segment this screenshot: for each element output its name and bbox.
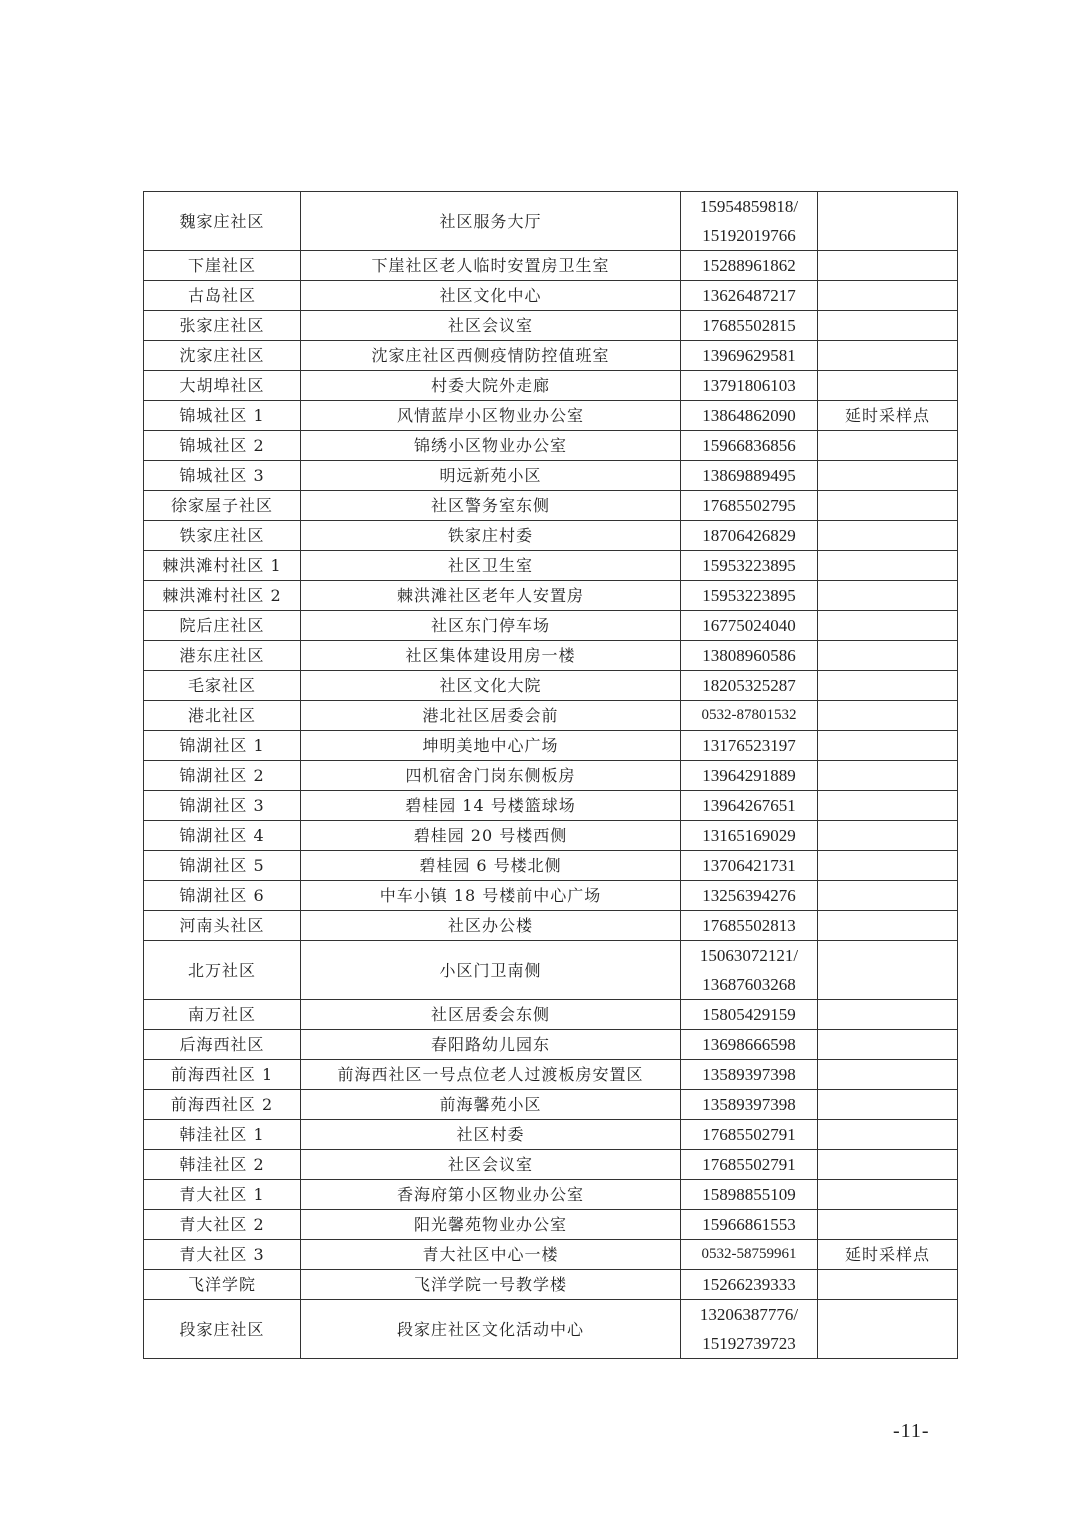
table-row xyxy=(144,1210,958,1240)
location-cell: 社区东门停车场 xyxy=(301,611,681,641)
phone-cell xyxy=(681,1240,818,1270)
phone-number: 15192739723 xyxy=(702,1334,796,1353)
community-cell: 飞洋学院 xyxy=(144,1270,301,1300)
community-cell: 沈家庄社区 xyxy=(144,341,301,371)
phone-cell xyxy=(681,881,818,911)
table-row xyxy=(144,1270,958,1300)
phone-number: 13589397398 xyxy=(702,1095,796,1114)
note-cell xyxy=(818,671,958,701)
phone-number: 13864862090 xyxy=(702,406,796,425)
note-cell: 延时采样点 xyxy=(818,401,958,431)
community-cell: 韩洼社区 1 xyxy=(144,1120,301,1150)
phone-cell xyxy=(681,1090,818,1120)
note-cell xyxy=(818,1120,958,1150)
community-cell: 魏家庄社区 xyxy=(144,192,301,251)
note-cell xyxy=(818,1030,958,1060)
location-cell: 锦绣小区物业办公室 xyxy=(301,431,681,461)
location-cell: 社区集体建设用房一楼 xyxy=(301,641,681,671)
note-cell xyxy=(818,881,958,911)
phone-cell xyxy=(681,551,818,581)
community-cell: 北万社区 xyxy=(144,941,301,1000)
location-cell: 四机宿舍门岗东侧板房 xyxy=(301,761,681,791)
sampling-sites-table xyxy=(143,191,958,1359)
note-cell xyxy=(818,701,958,731)
note-cell xyxy=(818,461,958,491)
table-row xyxy=(144,911,958,941)
phone-cell xyxy=(681,1120,818,1150)
location-cell: 段家庄社区文化活动中心 xyxy=(301,1300,681,1359)
community-cell: 铁家庄社区 xyxy=(144,521,301,551)
phone-cell xyxy=(681,581,818,611)
community-cell: 大胡埠社区 xyxy=(144,371,301,401)
table-row xyxy=(144,371,958,401)
table-row xyxy=(144,701,958,731)
table-row xyxy=(144,401,958,431)
phone-number: 13256394276 xyxy=(702,886,796,905)
phone-cell xyxy=(681,1210,818,1240)
community-cell: 锦湖社区 4 xyxy=(144,821,301,851)
phone-cell xyxy=(681,311,818,341)
community-cell: 徐家屋子社区 xyxy=(144,491,301,521)
table-row xyxy=(144,251,958,281)
table-row xyxy=(144,611,958,641)
community-cell: 锦湖社区 5 xyxy=(144,851,301,881)
note-cell xyxy=(818,1180,958,1210)
table-row xyxy=(144,281,958,311)
note-cell xyxy=(818,251,958,281)
note-cell xyxy=(818,821,958,851)
table-row xyxy=(144,1000,958,1030)
phone-number: 15953223895 xyxy=(702,556,796,575)
phone-number: 18706426829 xyxy=(702,526,796,545)
phone-number: 15966861553 xyxy=(702,1215,796,1234)
community-cell: 锦城社区 3 xyxy=(144,461,301,491)
note-cell xyxy=(818,1210,958,1240)
phone-number: 13969629581 xyxy=(702,346,796,365)
phone-number: 13791806103 xyxy=(702,376,796,395)
phone-number: 13964291889 xyxy=(702,766,796,785)
community-cell: 锦湖社区 1 xyxy=(144,731,301,761)
phone-number: 15954859818/ xyxy=(699,197,799,216)
note-cell xyxy=(818,911,958,941)
community-cell: 港东庄社区 xyxy=(144,641,301,671)
phone-cell xyxy=(681,671,818,701)
phone-number: 15192019766 xyxy=(702,226,796,245)
phone-number: 13964267651 xyxy=(702,796,796,815)
table-row xyxy=(144,431,958,461)
phone-number: 16775024040 xyxy=(702,616,796,635)
phone-cell xyxy=(681,1180,818,1210)
table-row xyxy=(144,1090,958,1120)
phone-cell xyxy=(681,641,818,671)
note-cell xyxy=(818,581,958,611)
phone-cell xyxy=(681,731,818,761)
location-cell: 港北社区居委会前 xyxy=(301,701,681,731)
note-cell xyxy=(818,371,958,401)
table-row xyxy=(144,521,958,551)
phone-cell xyxy=(681,701,818,731)
phone-number: 0532-58759961 xyxy=(701,1246,797,1262)
table-row xyxy=(144,1060,958,1090)
phone-number: 17685502791 xyxy=(702,1125,796,1144)
location-cell: 碧桂园 6 号楼北侧 xyxy=(301,851,681,881)
note-cell xyxy=(818,641,958,671)
community-cell: 南万社区 xyxy=(144,1000,301,1030)
table-row xyxy=(144,881,958,911)
location-cell: 香海府第小区物业办公室 xyxy=(301,1180,681,1210)
phone-cell xyxy=(681,1000,818,1030)
phone-cell xyxy=(681,791,818,821)
location-cell: 社区服务大厅 xyxy=(301,192,681,251)
location-cell: 明远新苑小区 xyxy=(301,461,681,491)
note-cell: 延时采样点 xyxy=(818,1240,958,1270)
phone-cell xyxy=(681,281,818,311)
location-cell: 社区警务室东侧 xyxy=(301,491,681,521)
location-cell: 风情蓝岸小区物业办公室 xyxy=(301,401,681,431)
phone-number: 13626487217 xyxy=(702,286,796,305)
community-cell: 张家庄社区 xyxy=(144,311,301,341)
phone-number: 17685502813 xyxy=(702,916,796,935)
community-cell: 锦湖社区 6 xyxy=(144,881,301,911)
location-cell: 社区文化大院 xyxy=(301,671,681,701)
location-cell: 社区村委 xyxy=(301,1120,681,1150)
phone-cell xyxy=(681,1300,818,1359)
location-cell: 社区居委会东侧 xyxy=(301,1000,681,1030)
location-cell: 社区会议室 xyxy=(301,1150,681,1180)
table-row xyxy=(144,1030,958,1060)
phone-cell xyxy=(681,431,818,461)
community-cell: 锦城社区 2 xyxy=(144,431,301,461)
phone-cell xyxy=(681,1030,818,1060)
location-cell: 前海馨苑小区 xyxy=(301,1090,681,1120)
community-cell: 前海西社区 2 xyxy=(144,1090,301,1120)
phone-number: 17685502795 xyxy=(702,496,796,515)
phone-cell xyxy=(681,521,818,551)
location-cell: 铁家庄村委 xyxy=(301,521,681,551)
table-row xyxy=(144,851,958,881)
community-cell: 韩洼社区 2 xyxy=(144,1150,301,1180)
phone-cell xyxy=(681,461,818,491)
location-cell: 村委大院外走廊 xyxy=(301,371,681,401)
community-cell: 后海西社区 xyxy=(144,1030,301,1060)
community-cell: 锦湖社区 3 xyxy=(144,791,301,821)
location-cell: 棘洪滩社区老年人安置房 xyxy=(301,581,681,611)
phone-cell xyxy=(681,761,818,791)
phone-number: 18205325287 xyxy=(702,676,796,695)
location-cell: 社区卫生室 xyxy=(301,551,681,581)
table-body xyxy=(144,192,958,1359)
table-row xyxy=(144,551,958,581)
table-row xyxy=(144,1240,958,1270)
table-row xyxy=(144,1300,958,1359)
phone-number: 13165169029 xyxy=(702,826,796,845)
table-row xyxy=(144,641,958,671)
note-cell xyxy=(818,1060,958,1090)
note-cell xyxy=(818,761,958,791)
location-cell: 坤明美地中心广场 xyxy=(301,731,681,761)
note-cell xyxy=(818,551,958,581)
phone-number: 13808960586 xyxy=(702,646,796,665)
note-cell xyxy=(818,791,958,821)
location-cell: 下崖社区老人临时安置房卫生室 xyxy=(301,251,681,281)
note-cell xyxy=(818,851,958,881)
table-row xyxy=(144,1150,958,1180)
phone-cell xyxy=(681,1270,818,1300)
note-cell xyxy=(818,731,958,761)
phone-number: 15898855109 xyxy=(702,1185,796,1204)
phone-number: 13206387776/ xyxy=(699,1305,799,1324)
phone-number: 17685502815 xyxy=(702,316,796,335)
table-row xyxy=(144,671,958,701)
location-cell: 碧桂园 20 号楼西侧 xyxy=(301,821,681,851)
table-row xyxy=(144,791,958,821)
phone-cell xyxy=(681,611,818,641)
phone-number: 13869889495 xyxy=(702,466,796,485)
location-cell: 社区会议室 xyxy=(301,311,681,341)
phone-number: 15288961862 xyxy=(702,256,796,275)
note-cell xyxy=(818,941,958,1000)
note-cell xyxy=(818,1270,958,1300)
location-cell: 社区文化中心 xyxy=(301,281,681,311)
table-row xyxy=(144,341,958,371)
phone-cell xyxy=(681,371,818,401)
community-cell: 下崖社区 xyxy=(144,251,301,281)
note-cell xyxy=(818,281,958,311)
community-cell: 段家庄社区 xyxy=(144,1300,301,1359)
phone-cell xyxy=(681,1150,818,1180)
phone-number: 15805429159 xyxy=(702,1005,796,1024)
table-row xyxy=(144,821,958,851)
note-cell xyxy=(818,1000,958,1030)
table-row xyxy=(144,1180,958,1210)
note-cell xyxy=(818,611,958,641)
location-cell: 飞洋学院一号教学楼 xyxy=(301,1270,681,1300)
table-row xyxy=(144,731,958,761)
table-row xyxy=(144,941,958,1000)
note-cell xyxy=(818,1090,958,1120)
phone-cell xyxy=(681,491,818,521)
phone-number: 0532-87801532 xyxy=(701,707,797,723)
table-row xyxy=(144,581,958,611)
note-cell xyxy=(818,311,958,341)
location-cell: 碧桂园 14 号楼篮球场 xyxy=(301,791,681,821)
community-cell: 青大社区 1 xyxy=(144,1180,301,1210)
table-row xyxy=(144,192,958,251)
phone-cell xyxy=(681,401,818,431)
phone-cell xyxy=(681,341,818,371)
phone-cell xyxy=(681,851,818,881)
community-cell: 锦城社区 1 xyxy=(144,401,301,431)
phone-number: 13589397398 xyxy=(702,1065,796,1084)
page-number: -11- xyxy=(893,1420,930,1442)
phone-cell xyxy=(681,251,818,281)
community-cell: 青大社区 2 xyxy=(144,1210,301,1240)
phone-number: 15266239333 xyxy=(702,1275,796,1294)
phone-number: 15953223895 xyxy=(702,586,796,605)
phone-number: 13176523197 xyxy=(702,736,796,755)
location-cell: 小区门卫南侧 xyxy=(301,941,681,1000)
community-cell: 河南头社区 xyxy=(144,911,301,941)
phone-number: 13698666598 xyxy=(702,1035,796,1054)
table-row xyxy=(144,1120,958,1150)
community-cell: 棘洪滩村社区 2 xyxy=(144,581,301,611)
phone-cell xyxy=(681,192,818,251)
location-cell: 阳光馨苑物业办公室 xyxy=(301,1210,681,1240)
location-cell: 青大社区中心一楼 xyxy=(301,1240,681,1270)
phone-cell xyxy=(681,911,818,941)
table-row xyxy=(144,461,958,491)
community-cell: 院后庄社区 xyxy=(144,611,301,641)
community-cell: 毛家社区 xyxy=(144,671,301,701)
community-cell: 港北社区 xyxy=(144,701,301,731)
phone-number: 17685502791 xyxy=(702,1155,796,1174)
table-row xyxy=(144,311,958,341)
note-cell xyxy=(818,431,958,461)
table-row xyxy=(144,761,958,791)
phone-cell xyxy=(681,821,818,851)
phone-number: 13706421731 xyxy=(702,856,796,875)
community-cell: 棘洪滩村社区 1 xyxy=(144,551,301,581)
community-cell: 古岛社区 xyxy=(144,281,301,311)
phone-cell xyxy=(681,941,818,1000)
community-cell: 锦湖社区 2 xyxy=(144,761,301,791)
table-row xyxy=(144,491,958,521)
location-cell: 社区办公楼 xyxy=(301,911,681,941)
note-cell xyxy=(818,1150,958,1180)
phone-number: 15966836856 xyxy=(702,436,796,455)
phone-number: 13687603268 xyxy=(702,975,796,994)
community-cell: 前海西社区 1 xyxy=(144,1060,301,1090)
note-cell xyxy=(818,192,958,251)
note-cell xyxy=(818,491,958,521)
location-cell: 沈家庄社区西侧疫情防控值班室 xyxy=(301,341,681,371)
community-cell: 青大社区 3 xyxy=(144,1240,301,1270)
note-cell xyxy=(818,1300,958,1359)
location-cell: 前海西社区一号点位老人过渡板房安置区 xyxy=(301,1060,681,1090)
note-cell xyxy=(818,341,958,371)
phone-number: 15063072121/ xyxy=(699,946,799,965)
location-cell: 中车小镇 18 号楼前中心广场 xyxy=(301,881,681,911)
location-cell: 春阳路幼儿园东 xyxy=(301,1030,681,1060)
phone-cell xyxy=(681,1060,818,1090)
note-cell xyxy=(818,521,958,551)
